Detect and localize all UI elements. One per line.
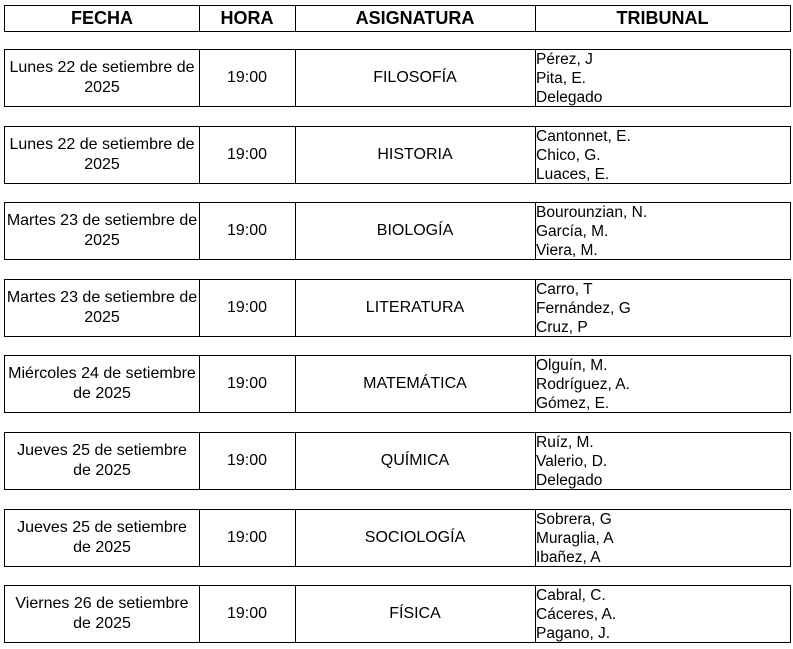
asignatura-cell: LITERATURA bbox=[295, 279, 536, 337]
asignatura-cell: FÍSICA bbox=[295, 585, 536, 643]
tribunal-member: Gómez, E. bbox=[536, 395, 610, 412]
tribunal-member: Cantonnet, E. bbox=[536, 128, 631, 145]
tribunal-member: Ruíz, M. bbox=[536, 434, 594, 451]
hora-cell: 19:00 bbox=[199, 49, 296, 107]
tribunal-member: Pérez, J bbox=[536, 51, 593, 68]
tribunal-member: Sobrera, G bbox=[536, 511, 612, 528]
tribunal-cell bbox=[535, 202, 791, 260]
tribunal-cell bbox=[535, 432, 791, 490]
hora-cell: 19:00 bbox=[199, 355, 296, 413]
table-row bbox=[4, 202, 791, 260]
hora-cell: 19:00 bbox=[199, 585, 296, 643]
asignatura-cell: FILOSOFÍA bbox=[295, 49, 536, 107]
table-row bbox=[4, 126, 791, 184]
fecha-cell: Martes 23 de setiembre de 2025 bbox=[4, 202, 200, 260]
header-asignatura: ASIGNATURA bbox=[295, 5, 536, 32]
hora-cell: 19:00 bbox=[199, 509, 296, 567]
tribunal-member: Olguín, M. bbox=[536, 357, 608, 374]
tribunal-member: Cabral, C. bbox=[536, 587, 606, 604]
header-hora: HORA bbox=[199, 5, 296, 32]
header-tribunal: TRIBUNAL bbox=[535, 5, 791, 32]
tribunal-member: Fernández, G bbox=[536, 300, 631, 317]
hora-cell: 19:00 bbox=[199, 279, 296, 337]
table-header bbox=[4, 5, 791, 32]
tribunal-member: Valerio, D. bbox=[536, 453, 608, 470]
tribunal-member: Rodríguez, A. bbox=[536, 376, 630, 393]
asignatura-cell: MATEMÁTICA bbox=[295, 355, 536, 413]
table-row bbox=[4, 585, 791, 643]
tribunal-member: Luaces, E. bbox=[536, 166, 610, 183]
fecha-cell: Lunes 22 de setiembre de 2025 bbox=[4, 126, 200, 184]
tribunal-member: Delegado bbox=[536, 89, 603, 106]
tribunal-member: Viera, M. bbox=[536, 242, 598, 259]
table-row bbox=[4, 49, 791, 107]
fecha-cell: Miércoles 24 de setiembre de 2025 bbox=[4, 355, 200, 413]
table-row bbox=[4, 509, 791, 567]
tribunal-member: Pita, E. bbox=[536, 70, 586, 87]
tribunal-member: Delegado bbox=[536, 472, 603, 489]
hora-cell: 19:00 bbox=[199, 126, 296, 184]
tribunal-member: García, M. bbox=[536, 223, 609, 240]
tribunal-cell bbox=[535, 355, 791, 413]
tribunal-member: Bourounzian, N. bbox=[536, 204, 648, 221]
fecha-cell: Jueves 25 de setiembre de 2025 bbox=[4, 509, 200, 567]
tribunal-cell bbox=[535, 279, 791, 337]
header-fecha: FECHA bbox=[4, 5, 200, 32]
fecha-cell: Viernes 26 de setiembre de 2025 bbox=[4, 585, 200, 643]
tribunal-cell bbox=[535, 49, 791, 107]
hora-cell: 19:00 bbox=[199, 202, 296, 260]
tribunal-member: Chico, G. bbox=[536, 147, 601, 164]
fecha-cell: Jueves 25 de setiembre de 2025 bbox=[4, 432, 200, 490]
tribunal-member: Ibañez, A bbox=[536, 549, 601, 566]
asignatura-cell: QUÍMICA bbox=[295, 432, 536, 490]
table-row bbox=[4, 432, 791, 490]
fecha-cell: Lunes 22 de setiembre de 2025 bbox=[4, 49, 200, 107]
asignatura-cell: SOCIOLOGÍA bbox=[295, 509, 536, 567]
asignatura-cell: HISTORIA bbox=[295, 126, 536, 184]
table-row bbox=[4, 355, 791, 413]
fecha-cell: Martes 23 de setiembre de 2025 bbox=[4, 279, 200, 337]
hora-cell: 19:00 bbox=[199, 432, 296, 490]
tribunal-member: Cruz, P bbox=[536, 319, 588, 336]
tribunal-cell bbox=[535, 126, 791, 184]
tribunal-cell bbox=[535, 585, 791, 643]
tribunal-member: Carro, T bbox=[536, 281, 593, 298]
asignatura-cell: BIOLOGÍA bbox=[295, 202, 536, 260]
tribunal-member: Pagano, J. bbox=[536, 625, 611, 642]
tribunal-member: Cáceres, A. bbox=[536, 606, 617, 623]
tribunal-member: Muraglia, A bbox=[536, 530, 614, 547]
table-row bbox=[4, 279, 791, 337]
tribunal-cell bbox=[535, 509, 791, 567]
